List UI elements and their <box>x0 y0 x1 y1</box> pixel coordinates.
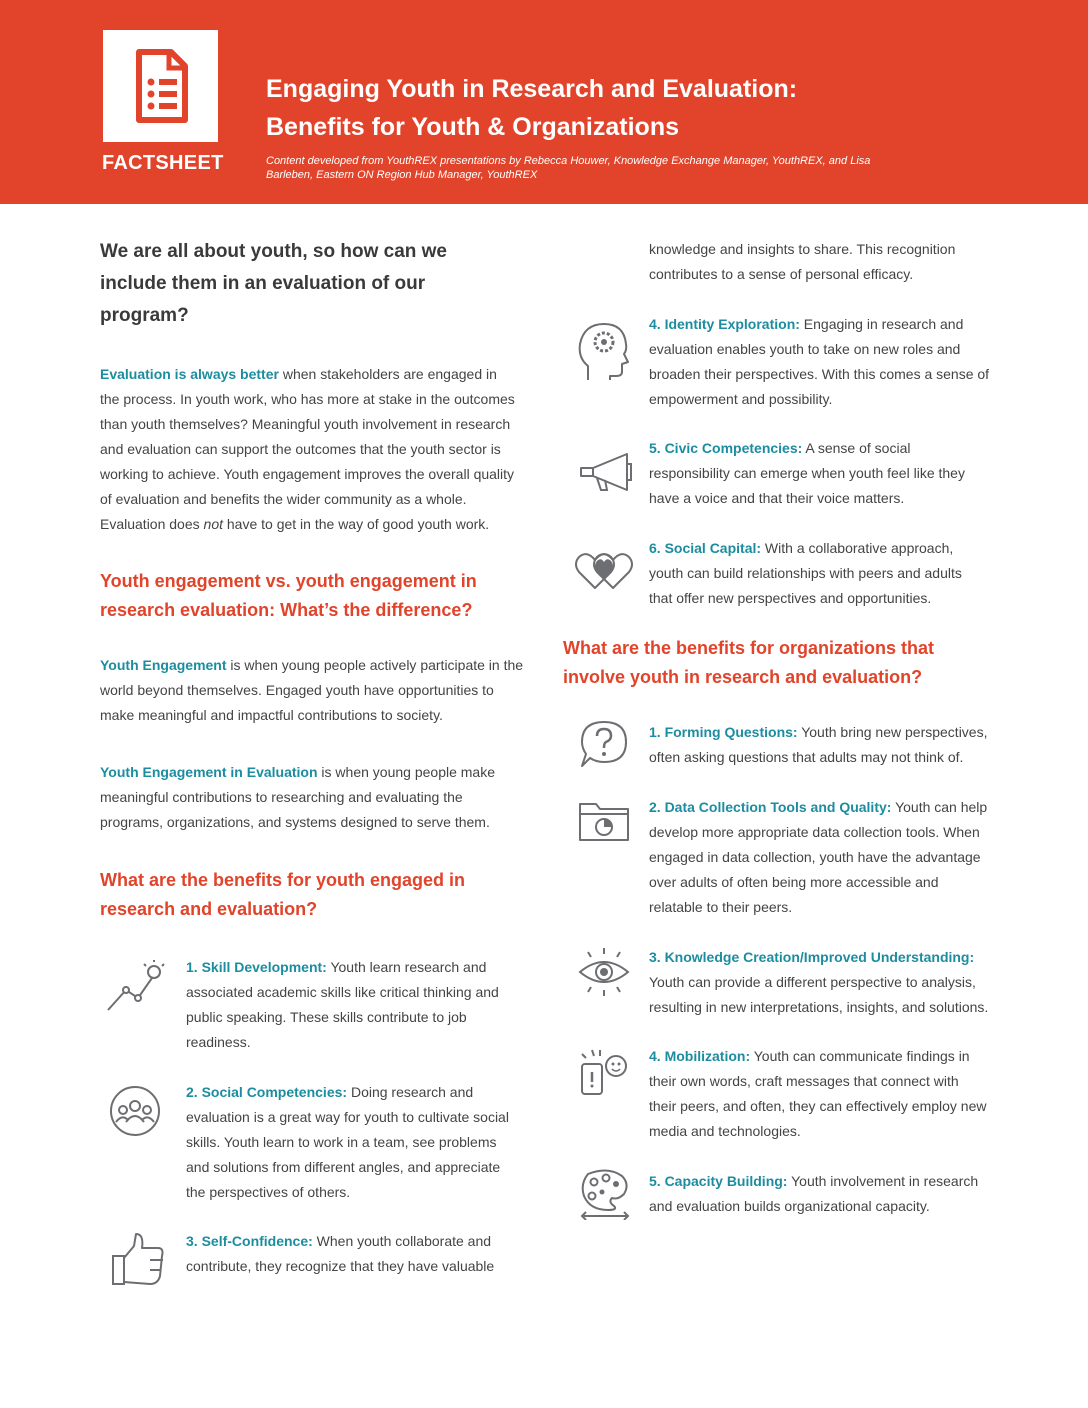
org-item-4-text: Youth can communicate findings in their own words, craft messages that connect with their peers, and often, they can effectively employ new media and technologies. <box>649 1048 987 1139</box>
youth-item-5 <box>649 436 989 511</box>
youth-item-2-label: 2. Social Competencies: <box>186 1084 348 1100</box>
youth-item-4 <box>649 312 994 412</box>
youth-item-1-label: 1. Skill Development: <box>186 959 327 975</box>
youth-item-3 <box>186 1229 506 1279</box>
youth-engagement-term: Youth Engagement <box>100 657 227 673</box>
intro-text-end: have to get in the way of good youth work. <box>223 516 490 532</box>
palette-icon <box>578 1166 632 1220</box>
org-item-3-text: Youth can provide a different perspective to analysis, resulting in new interpretations, insights, and solutions. <box>649 974 989 1015</box>
youth-item-4-label: 4. Identity Exploration: <box>649 316 800 332</box>
org-item-5-label: 5. Capacity Building: <box>649 1173 788 1189</box>
youth-engagement-evaluation-definition: is when young people make meaningful contributions to researching and evaluating the programs, organizations, and systems designed to serve them. <box>100 764 495 830</box>
youth-item-6-label: 6. Social Capital: <box>649 540 762 556</box>
org-item-1-text: Youth bring new perspectives, often asking questions that adults may not think of. <box>649 724 988 765</box>
youth-engagement-evaluation-paragraph <box>100 760 525 835</box>
difference-heading: Youth engagement vs. youth engagement in research evaluation: What’s the difference? <box>100 571 477 620</box>
org-item-4-label: 4. Mobilization: <box>649 1048 751 1064</box>
org-item-3 <box>649 945 994 1020</box>
folder-chart-icon <box>578 800 630 842</box>
growth-chart-icon <box>104 960 168 1016</box>
org-item-2-label: 2. Data Collection Tools and Quality: <box>649 799 892 815</box>
youth-item-3-text: When youth collaborate and contribute, they recognize that they have valuable <box>186 1233 495 1274</box>
intro-highlight: Evaluation is always better <box>100 366 279 382</box>
youth-item-1-text: Youth learn research and associated academic skills like critical thinking and public speaking. These skills contribute to job readiness. <box>186 959 499 1050</box>
youth-benefits-heading: What are the benefits for youth engaged in research and evaluation? <box>100 870 466 919</box>
youth-engagement-evaluation-term: Youth Engagement in Evaluation <box>100 764 318 780</box>
header-banner <box>0 0 1088 204</box>
youth-item-1 <box>186 955 506 1055</box>
youth-item-3-continuation: knowledge and insights to share. This recognition contributes to a sense of personal efficacy. <box>649 241 956 282</box>
youth-engagement-paragraph <box>100 653 525 728</box>
group-icon <box>108 1084 162 1138</box>
org-benefits-heading: What are the benefits for organizations that involve youth in research and evaluation? <box>563 638 935 687</box>
intro-text: when stakeholders are engaged in the process. In youth work, who has more at stake in the outcomes than youth themselves? Meaningful youth involvement in research and evaluation can support the outcomes that the youth sector is working to achieve. Youth engagement improves the overall quality of evaluation and benefits the wider community as a whole. Evaluation does <box>100 366 515 532</box>
intro-heading: We are all about youth, so how can we include them in an evaluation of our program? <box>100 241 447 326</box>
org-item-2-text: Youth can help develop more appropriate data collection tools. When engaged in data collection, youth have the advantage over adults of often being more accessible and relatable to their peers. <box>649 799 988 915</box>
thumbs-up-icon <box>110 1230 168 1288</box>
head-gear-icon <box>576 320 630 384</box>
org-item-3-label: 3. Knowledge Creation/Improved Understanding: <box>649 949 975 965</box>
org-item-5 <box>649 1169 994 1219</box>
document-list-icon <box>103 30 218 142</box>
youth-item-5-text: A sense of social responsibility can emerge when youth feel like they have a voice and that their voice matters. <box>649 440 965 506</box>
org-item-4 <box>649 1044 989 1144</box>
youth-item-6 <box>649 536 984 611</box>
credit-text: Content developed from YouthREX presentations by Rebecca Houwer, Knowledge Exchange Manager, YouthREX, and Lisa Barleben, Eastern ON Region Hub Manager, YouthREX <box>266 155 871 181</box>
title-line-2: Benefits for Youth & Organizations <box>266 113 679 141</box>
factsheet-label: FACTSHEET <box>102 152 224 174</box>
megaphone-icon <box>577 450 635 494</box>
question-bubble-icon <box>578 718 630 770</box>
intro-emphasis: not <box>203 516 223 532</box>
org-item-1-label: 1. Forming Questions: <box>649 724 798 740</box>
youth-item-2-text: Doing research and evaluation is a great way for youth to cultivate social skills. Youth learn to work in a team, see problems and solutions from different angles, and appreciate the perspectives of others. <box>186 1084 509 1200</box>
eye-icon <box>576 946 632 998</box>
page-title <box>266 70 797 146</box>
youth-item-6-text: With a collaborative approach, youth can build relationships with peers and adults that offer new perspectives and opportunities. <box>649 540 962 606</box>
intro-paragraph <box>100 362 520 537</box>
hearts-icon <box>573 548 635 592</box>
logo <box>103 30 218 142</box>
org-item-2 <box>649 795 989 920</box>
youth-item-2 <box>186 1080 521 1205</box>
youth-item-4-text: Engaging in research and evaluation enables youth to take on new roles and broaden their perspectives. With this comes a sense of empowerment and possibility. <box>649 316 990 407</box>
youth-engagement-definition: is when young people actively participate in the world beyond themselves. Engaged youth have opportunities to make meaningful and impactful contributions to society. <box>100 657 524 723</box>
media-icon <box>578 1046 632 1098</box>
title-line-1: Engaging Youth in Research and Evaluation: <box>266 75 798 103</box>
youth-item-3-label: 3. Self-Confidence: <box>186 1233 313 1249</box>
org-item-5-text: Youth involvement in research and evaluation builds organizational capacity. <box>649 1173 979 1214</box>
org-item-1 <box>649 720 994 770</box>
youth-item-5-label: 5. Civic Competencies: <box>649 440 803 456</box>
